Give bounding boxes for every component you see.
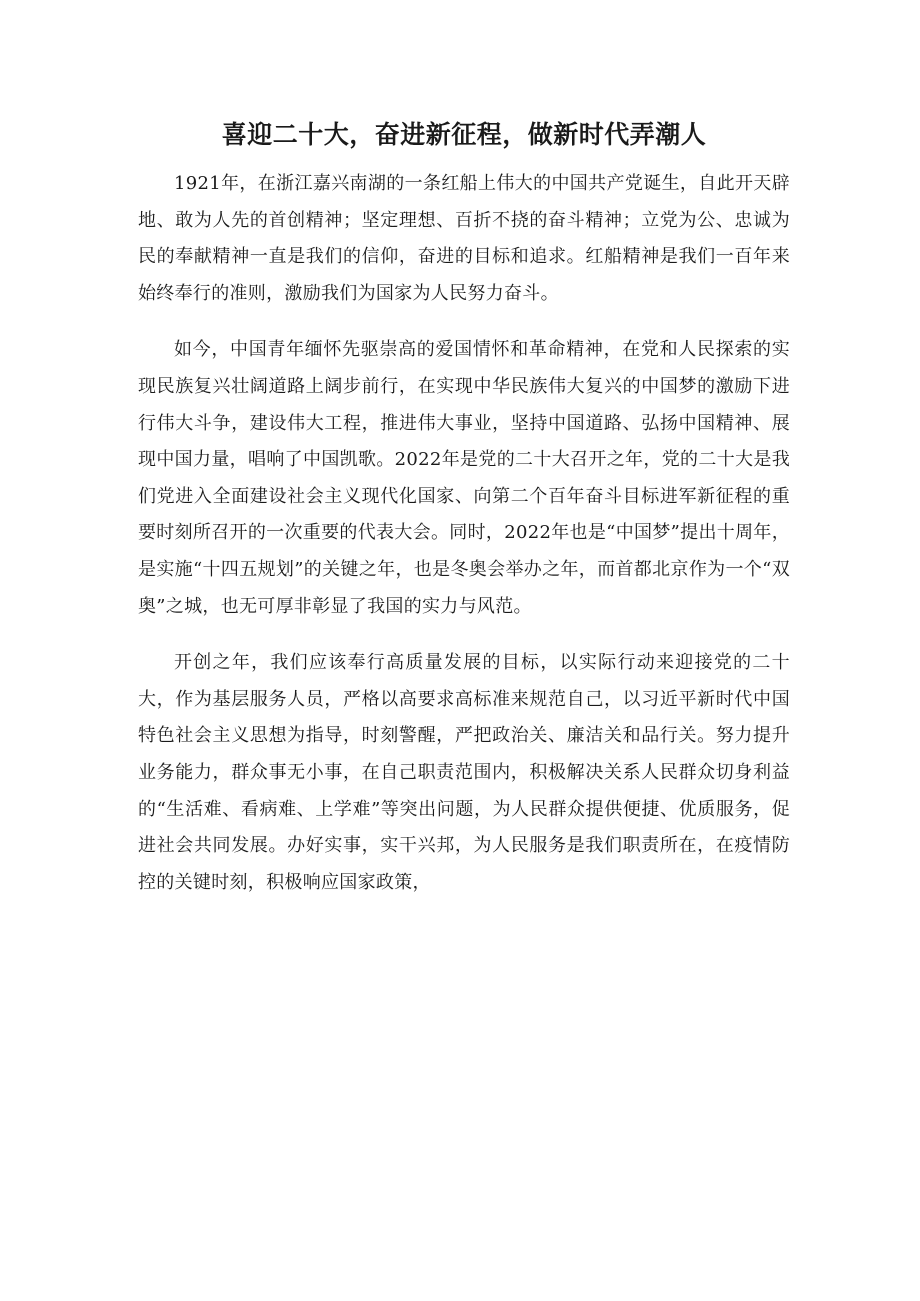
document-title: 喜迎二十大，奋进新征程，做新时代弄潮人 bbox=[221, 120, 707, 149]
paragraph-3: 开创之年，我们应该奉行高质量发展的目标，以实际行动来迎接党的二十大，作为基层服务人员，严格以高要求高标准来规范自己，以习近平新时代中国特色社会主义思想为指导，时刻警醒，严把政治关、廉洁关和品行关。努力提升业务能力，群众事无小事，在自己职责范围内，积极解决关系人民群众切身利益的“生活难、看病难、上学难”等突出问题，为人民群众提供便捷、优质服务，促进社会共同发展。办好实事，实干兴邦，为人民服务是我们职责所在，在疫情防控的关键时刻，积极响应国家政策， bbox=[138, 652, 790, 893]
paragraph-1: 1921年，在浙江嘉兴南湖的一条红船上伟大的中国共产党诞生，自此开天辟地、敢为人先的首创精神；坚定理想、百折不挠的奋斗精神；立党为公、忠诚为民的奉献精神一直是我们的信仰，奋进的目标和追求。红船精神是我们一百年来始终奉行的准则，激励我们为国家为人民努力奋斗。 bbox=[138, 173, 790, 304]
document-page bbox=[138, 112, 790, 901]
paragraph-2: 如今，中国青年缅怀先驱崇高的爱国情怀和革命精神，在党和人民探索的实现民族复兴壮阔道路上阔步前行，在实现中华民族伟大复兴的中国梦的激励下进行伟大斗争，建设伟大工程，推进伟大事业，坚持中国道路、弘扬中国精神、展现中国力量，唱响了中国凯歌。2022年是党的二十大召开之年，党的二十大是我们党进入全面建设社会主义现代化国家、向第二个百年奋斗目标进军新征程的重要时刻所召开的一次重要的代表大会。同时，2022年也是“中国梦”提出十周年，是实施“十四五规划”的关键之年，也是冬奥会举办之年，而首都北京作为一个“双奥”之城，也无可厚非彰显了我国的实力与风范。 bbox=[138, 339, 790, 617]
